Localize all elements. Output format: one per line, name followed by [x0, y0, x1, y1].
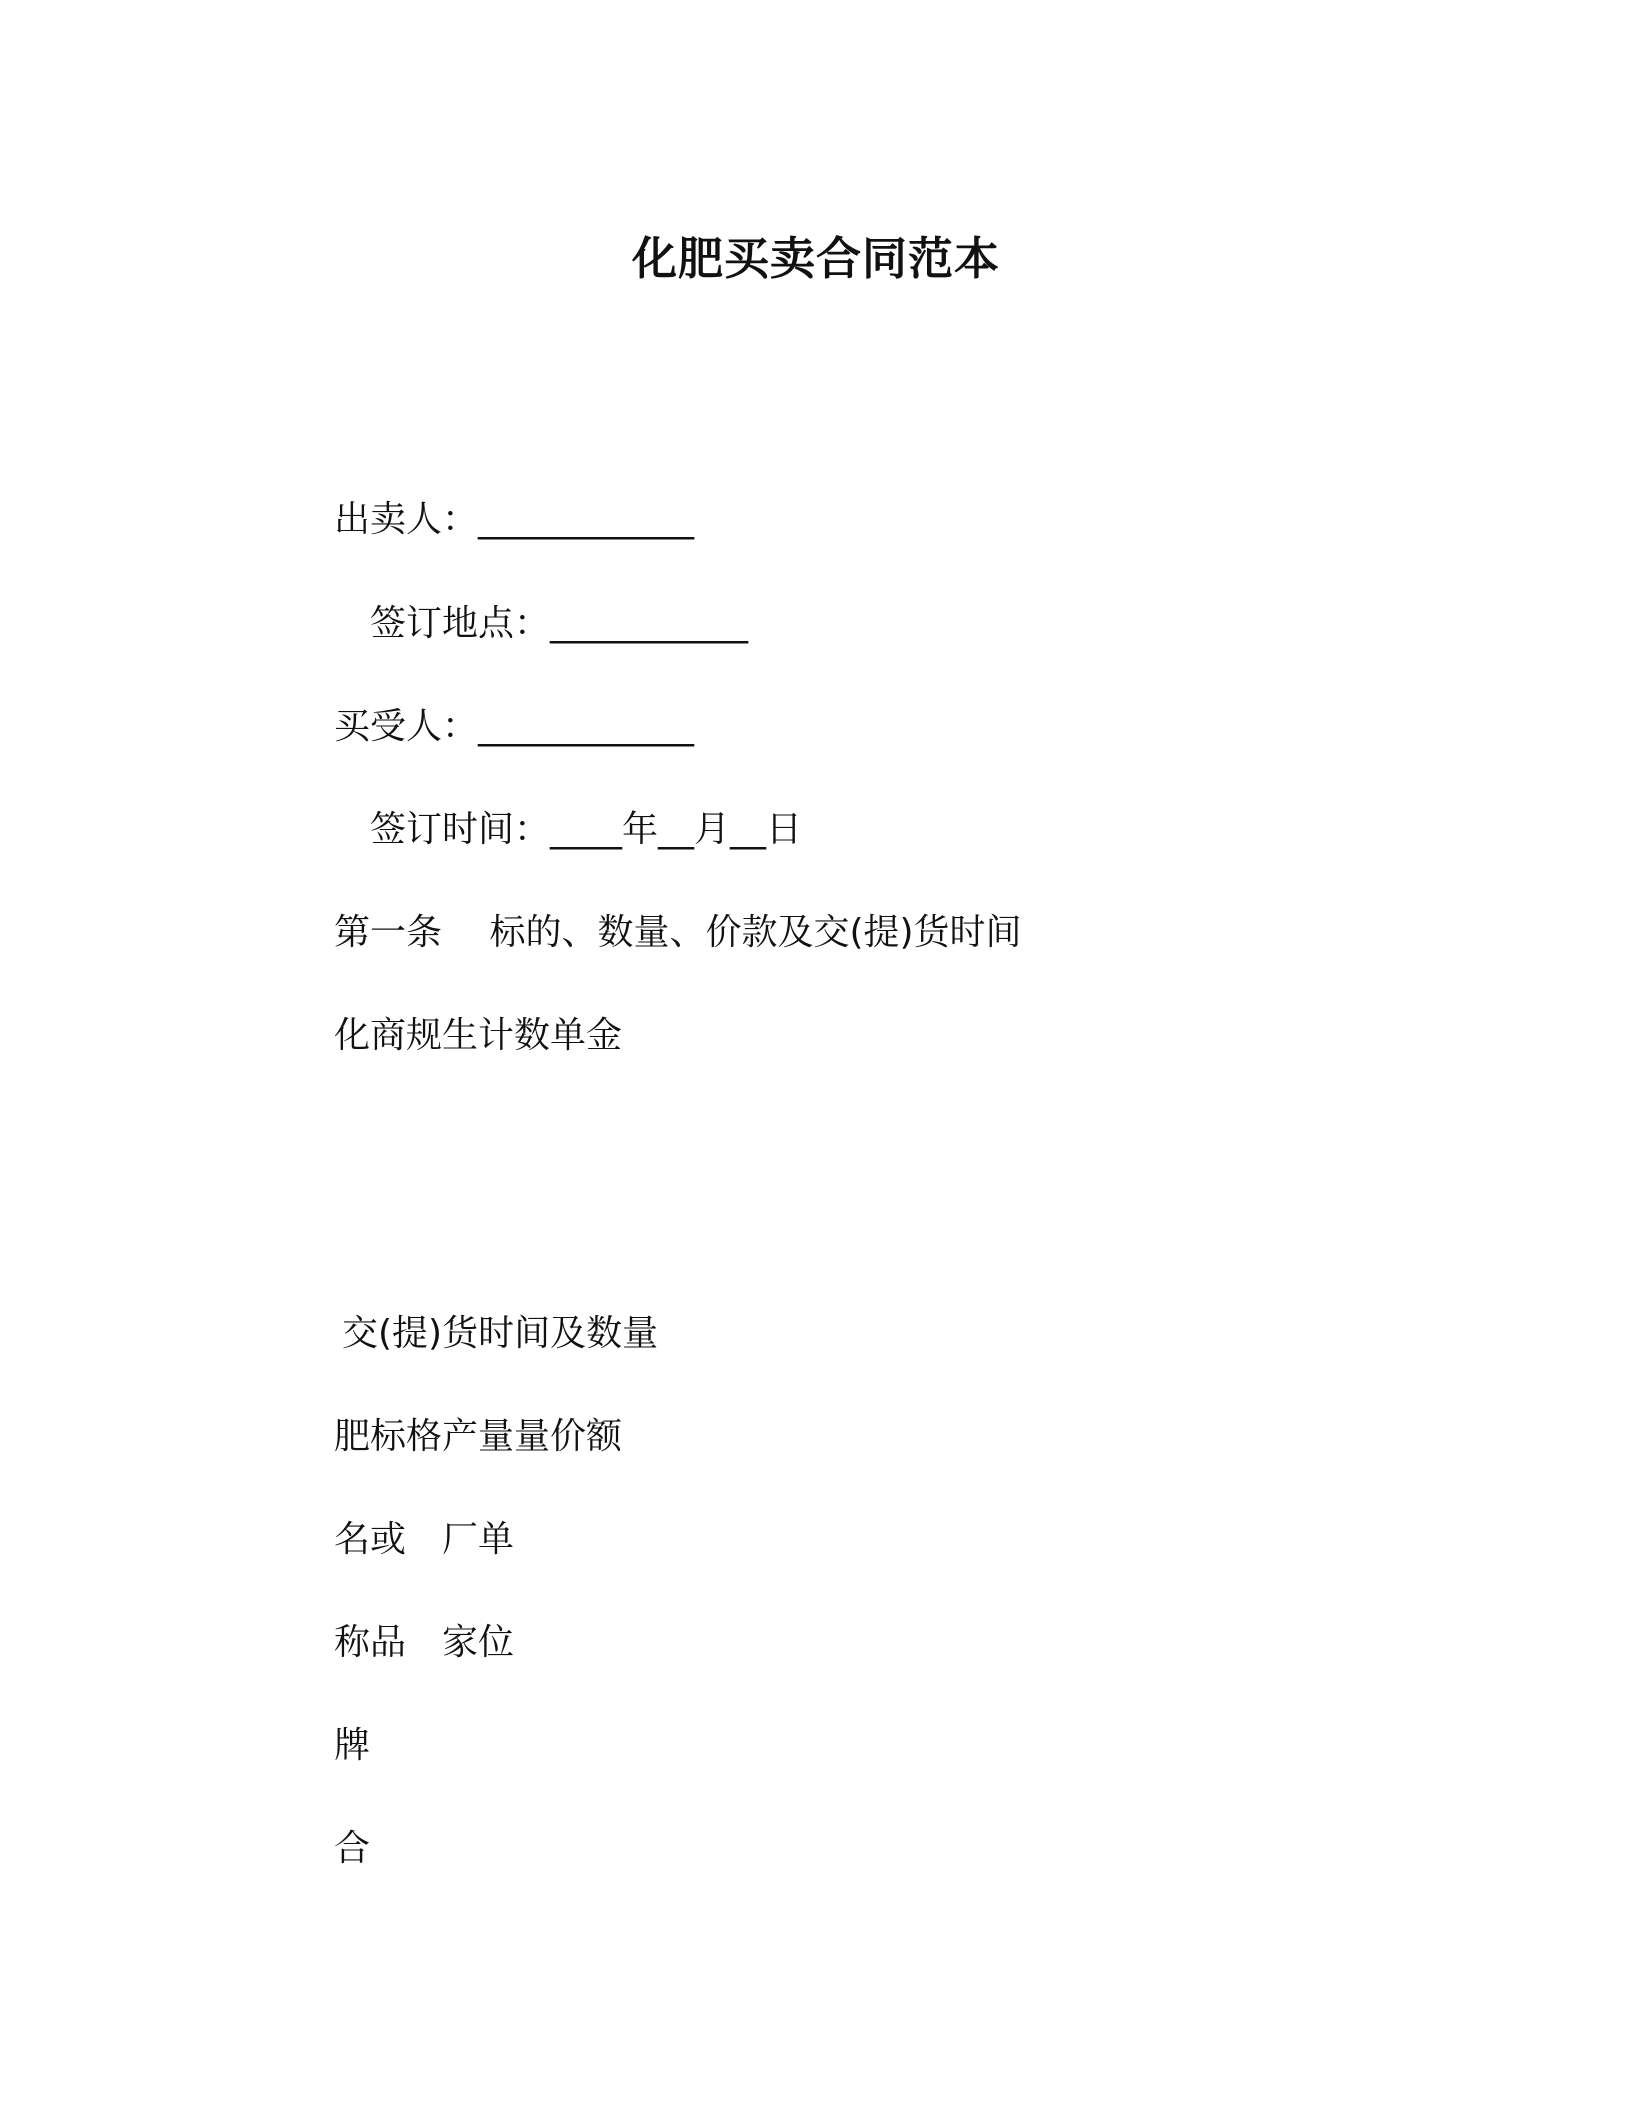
buyer-line: 买受人：____________: [334, 706, 695, 747]
table-header-row-2: 肥标格产量量价额: [334, 1416, 623, 1457]
article-one-heading: 第一条 标的、数量、价款及交(提)货时间: [334, 912, 1022, 953]
table-header-row-3: 名或 厂单: [334, 1519, 515, 1560]
table-header-row-1: 化商规生计数单金: [334, 1015, 623, 1056]
seller-line: 出卖人：____________: [334, 499, 695, 540]
table-header-row-4: 称品 家位: [334, 1622, 515, 1663]
signing-place-line: 签订地点：___________: [370, 603, 749, 644]
signing-time-line: 签订时间：____年__月__日: [370, 809, 803, 850]
table-header-row-5: 牌: [334, 1725, 371, 1766]
table-total-row: 合: [334, 1828, 371, 1869]
delivery-time-heading: 交(提)货时间及数量: [342, 1313, 659, 1354]
document-title: 化肥买卖合同范本: [631, 232, 1000, 285]
